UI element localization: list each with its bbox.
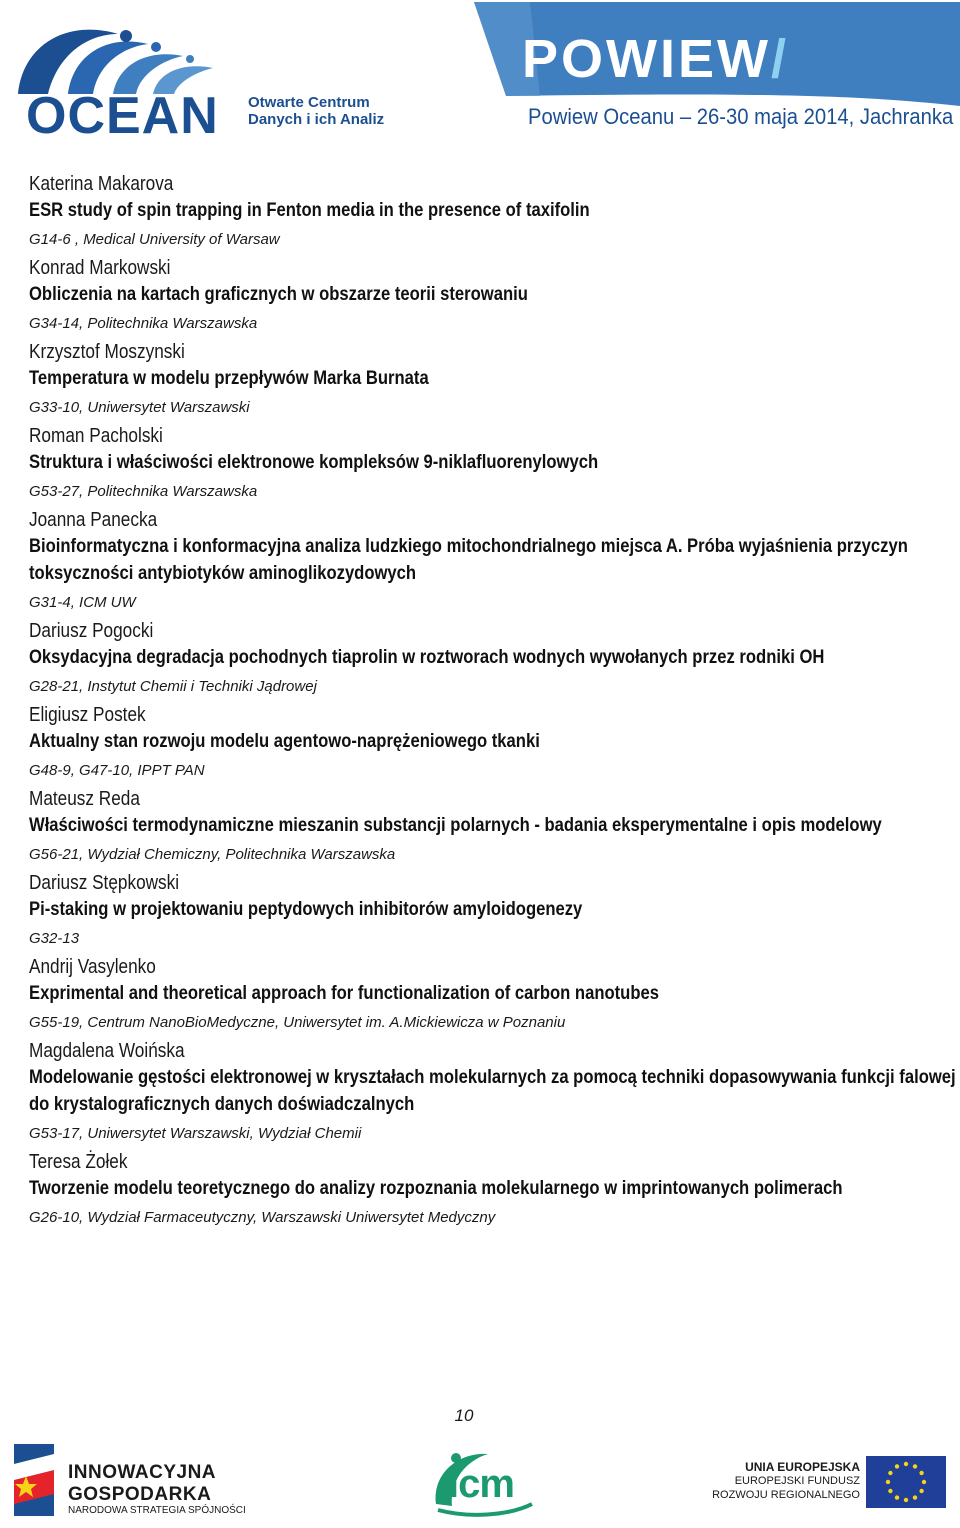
entry-title: Oksydacyjna degradacja pochodnych tiaprolin w roztworach wodnych wywołanych przez rodniki OH xyxy=(29,647,825,668)
entry-title: Pi-staking w projektowaniu peptydowych inhibitorów amyloidogenezy xyxy=(29,899,583,920)
entry-affiliation: G56-21, Wydział Chemiczny, Politechnika Warszawska xyxy=(29,846,396,863)
entry-title: Obliczenia na kartach graficznych w obszarze teorii sterowaniu xyxy=(29,284,528,305)
poster-entry xyxy=(29,507,957,618)
ocean-logo-sub-line2: Danych i ich Analiz xyxy=(248,111,385,128)
entry-title: Modelowanie gęstości elektronowej w kryształach molekularnych za pomocą techniki dopasowywania funkcji falowej do krystalograficznych danych doświadczalnych xyxy=(29,1067,956,1115)
eu-text-block xyxy=(712,1460,860,1502)
entry-affiliation: G33-10, Uniwersytet Warszawski xyxy=(29,399,250,416)
page-header xyxy=(0,0,960,150)
powiew-tagline: Powiew Oceanu – 26-30 maja 2014, Jachranka xyxy=(528,104,954,129)
eu-fund-logo xyxy=(712,1452,952,1512)
entry-title: Struktura i właściwości elektronowe kompleksów 9-niklafluorenylowych xyxy=(29,452,599,473)
entry-author: Mateusz Reda xyxy=(29,788,140,810)
ocean-logo-subtitle xyxy=(248,94,384,128)
entry-author: Dariusz Stępkowski xyxy=(29,872,180,894)
ig-flag-star-icon xyxy=(4,1440,64,1520)
entry-author: Andrij Vasylenko xyxy=(29,956,156,978)
entry-author: Magdalena Woińska xyxy=(29,1040,185,1062)
poster-entry xyxy=(29,618,957,702)
ig-line3: NARODOWA STRATEGIA SPÓJNOŚCI xyxy=(68,1505,246,1516)
ocean-logo-sub-line1: Otwarte Centrum xyxy=(248,94,370,111)
entry-title: Aktualny stan rozwoju modelu agentowo-naprężeniowego tkanki xyxy=(29,731,540,752)
entry-author: Joanna Panecka xyxy=(29,509,158,531)
entry-affiliation: G53-27, Politechnika Warszawska xyxy=(29,483,258,500)
poster-entry xyxy=(29,954,957,1038)
entry-title: Tworzenie modelu teoretycznego do analizy rozpoznania molekularnego w imprintowanych polimerach xyxy=(29,1178,843,1199)
entry-title: Bioinformatyczna i konformacyjna analiza ludzkiego mitochondrialnego miejsca A. Próba wyjaśnienia przyczyn toksyczności antybiotyków aminoglikozydowych xyxy=(29,536,908,584)
entry-author: Konrad Markowski xyxy=(29,257,171,279)
poster-entry xyxy=(29,171,957,255)
eu-flag-icon xyxy=(866,1456,946,1508)
innowacyjna-gospodarka-logo xyxy=(4,1440,244,1520)
powiew-logo-word xyxy=(522,29,789,89)
powiew-slash: / xyxy=(770,29,789,89)
ocean-logo-word: OCEAN xyxy=(26,87,219,145)
page-number: 10 xyxy=(454,1406,474,1425)
eu-line1: UNIA EUROPEJSKA xyxy=(745,1460,860,1474)
entry-affiliation: G26-10, Wydział Farmaceutyczny, Warszawski Uniwersytet Medyczny xyxy=(29,1209,496,1226)
poster-entry xyxy=(29,870,957,954)
entry-affiliation: G32-13 xyxy=(29,930,80,947)
poster-entry xyxy=(29,1149,957,1233)
entry-title: Właściwości termodynamiczne mieszanin substancji polarnych - badania eksperymentalne i opis modelowy xyxy=(29,815,882,836)
icm-logo xyxy=(428,1444,538,1520)
entry-title: ESR study of spin trapping in Fenton media in the presence of taxifolin xyxy=(29,200,590,221)
entry-title: Temperatura w modelu przepływów Marka Burnata xyxy=(29,368,429,389)
entry-title: Exprimental and theoretical approach for functionalization of carbon nanotubes xyxy=(29,983,659,1004)
ig-line1: INNOWACYJNA xyxy=(68,1462,217,1483)
poster-list xyxy=(29,171,957,1233)
poster-entry xyxy=(29,339,957,423)
entry-affiliation: G34-14, Politechnika Warszawska xyxy=(29,315,258,332)
poster-entry xyxy=(29,423,957,507)
poster-entry xyxy=(29,786,957,870)
entry-author: Teresa Żołek xyxy=(29,1151,128,1173)
entry-affiliation: G14-6 , Medical University of Warsaw xyxy=(29,231,280,248)
entry-author: Krzysztof Moszynski xyxy=(29,341,185,363)
icm-logo-word: icm xyxy=(448,1462,514,1506)
entry-author: Dariusz Pogocki xyxy=(29,620,154,642)
entry-author: Katerina Makarova xyxy=(29,173,174,195)
entry-author: Roman Pacholski xyxy=(29,425,163,447)
entry-affiliation: G28-21, Instytut Chemii i Techniki Jądrowej xyxy=(29,678,317,695)
entry-affiliation: G53-17, Uniwersytet Warszawski, Wydział Chemii xyxy=(29,1125,362,1142)
poster-entry xyxy=(29,1038,957,1149)
entry-affiliation: G55-19, Centrum NanoBioMedyczne, Uniwersytet im. A.Mickiewicza w Poznaniu xyxy=(29,1014,566,1031)
ig-line2: GOSPODARKA xyxy=(68,1484,212,1505)
entry-affiliation: G48-9, G47-10, IPPT PAN xyxy=(29,762,205,779)
ocean-logo xyxy=(8,14,388,145)
powiew-word-text: POWIEW xyxy=(522,29,771,89)
poster-entry xyxy=(29,702,957,786)
eu-line2: EUROPEJSKI FUNDUSZ xyxy=(734,1475,860,1487)
entry-affiliation: G31-4, ICM UW xyxy=(29,594,136,611)
poster-entry xyxy=(29,255,957,339)
entry-author: Eligiusz Postek xyxy=(29,704,146,726)
eu-line3: ROZWOJU REGIONALNEGO xyxy=(712,1489,860,1501)
